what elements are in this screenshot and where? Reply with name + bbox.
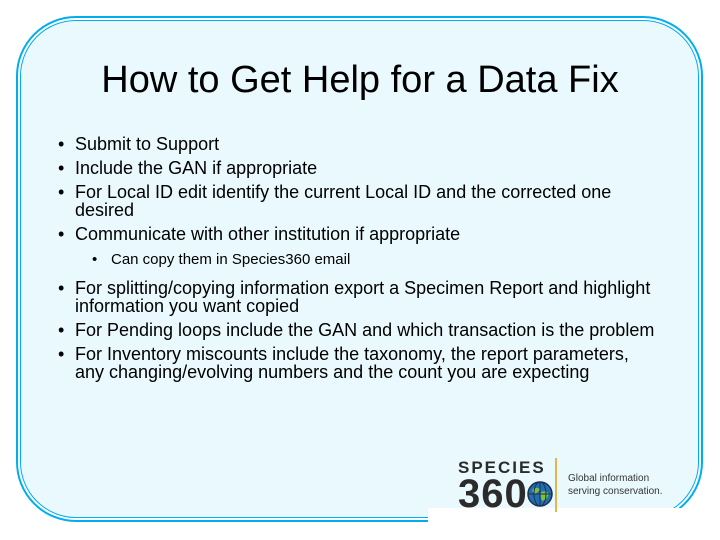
logo-tagline <box>568 472 688 498</box>
bullet-item: • For Pending loops include the GAN and which transaction is the problem <box>58 321 658 339</box>
slide-title: How to Get Help for a Data Fix <box>101 59 619 101</box>
logo-tagline-line1: Global information <box>568 473 650 484</box>
bullet-item: • Submit to Support <box>58 135 658 153</box>
logo-wordmark-360: 360 <box>458 472 528 516</box>
sub-bullet-item: • Can copy them in Species360 email <box>58 251 658 269</box>
bullet-item: • Include the GAN if appropriate <box>58 159 658 177</box>
logo-wordmark-species: SPECIES <box>458 458 546 477</box>
bullet-list <box>58 135 658 387</box>
logo-tagline-line2: serving conservation. <box>568 486 663 497</box>
species360-logo <box>458 458 688 518</box>
bullet-item: • For Local ID edit identify the current Local ID and the corrected one desired <box>58 183 658 219</box>
logo-divider <box>555 458 557 512</box>
bullet-item: • For splitting/copying information export a Specimen Report and highlight information you want copied <box>58 279 658 315</box>
globe-icon <box>526 480 554 508</box>
bullet-item: • For Inventory miscounts include the taxonomy, the report parameters, any changing/evolving numbers and the count you are expecting <box>58 345 658 381</box>
bullet-item: • Communicate with other institution if appropriate <box>58 225 658 243</box>
